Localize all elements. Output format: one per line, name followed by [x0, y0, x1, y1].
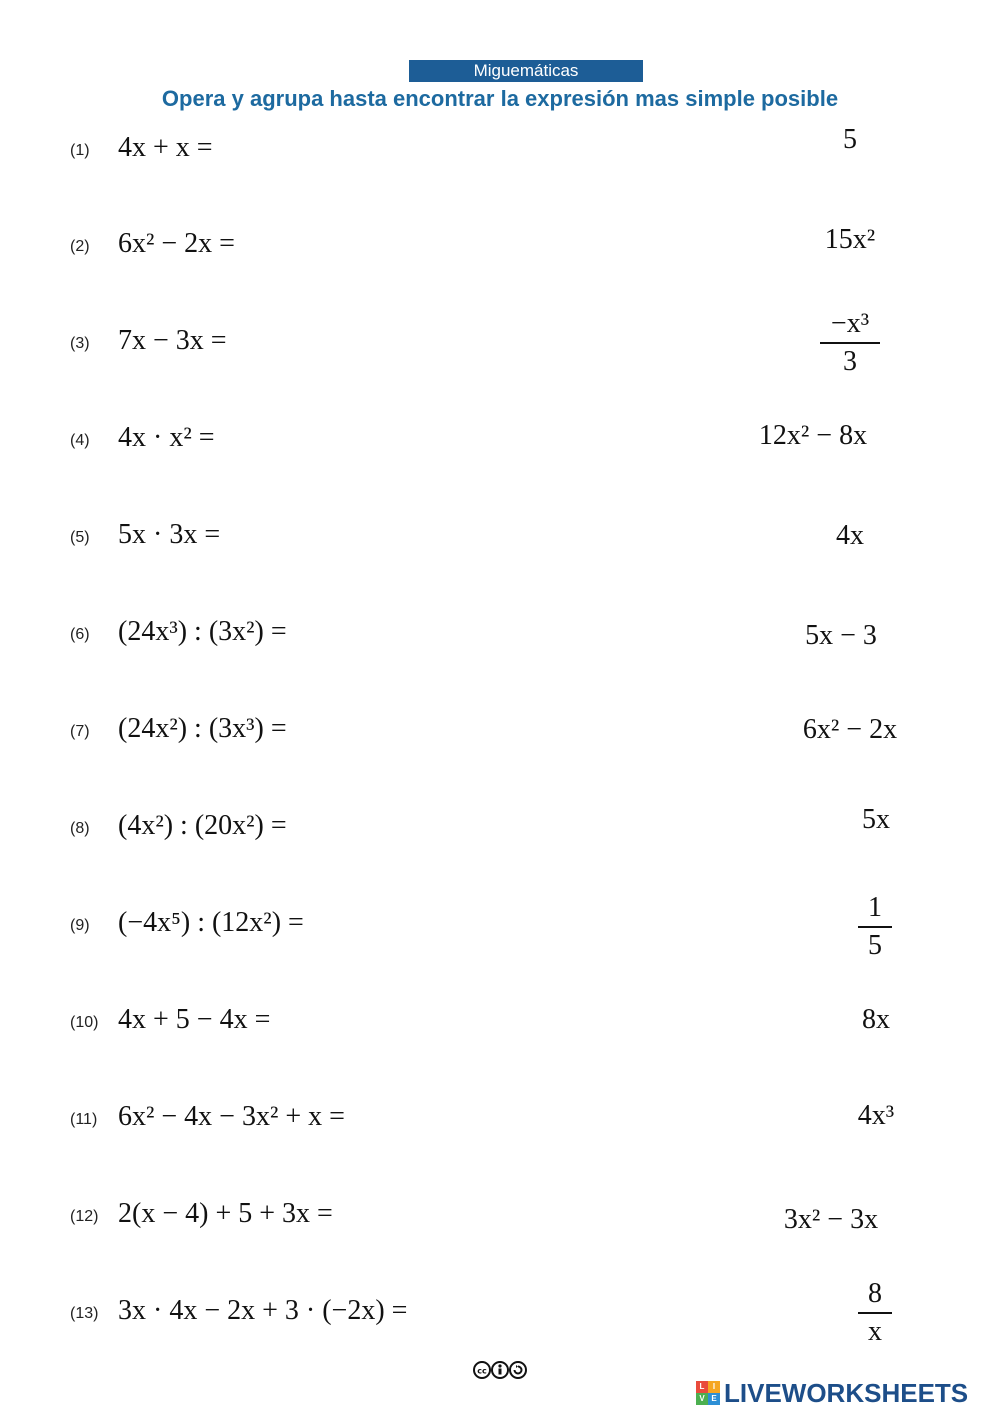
- fraction-numerator: 1: [858, 890, 892, 928]
- logo-letter: I: [708, 1381, 720, 1393]
- exercise-expression: 6x² − 2x =: [118, 228, 235, 259]
- exercise-number: (12): [70, 1208, 99, 1225]
- exercise-row: [0, 804, 1000, 864]
- fraction-denominator: x: [868, 1316, 882, 1347]
- exercise-number: (1): [70, 142, 90, 159]
- exercise-row: [0, 998, 1000, 1058]
- logo-letter: V: [696, 1393, 708, 1405]
- answer-option[interactable]: [858, 890, 892, 964]
- answer-option[interactable]: 5: [843, 124, 857, 155]
- fraction-numerator: 8: [858, 1276, 892, 1314]
- fraction-denominator: 3: [843, 346, 857, 377]
- exercise-number: (8): [70, 820, 90, 837]
- answer-option[interactable]: 3x² − 3x: [783, 1204, 879, 1235]
- answer-option[interactable]: 12x² − 8x: [758, 420, 868, 451]
- exercise-expression: 3x · 4x − 2x + 3 · (−2x) =: [118, 1295, 408, 1326]
- page-title: Opera y agrupa hasta encontrar la expresión mas simple posible: [161, 86, 839, 111]
- exercise-number: (7): [70, 723, 90, 740]
- exercise-number: (10): [70, 1014, 99, 1031]
- header-badge: Miguemáticas: [409, 60, 643, 82]
- logo-letter: L: [696, 1381, 708, 1393]
- fraction-numerator: −x³: [820, 306, 880, 344]
- exercise-expression: (−4x⁵) : (12x²) =: [118, 907, 304, 938]
- exercise-expression: (24x²) : (3x³) =: [118, 713, 287, 744]
- exercise-expression: 5x · 3x =: [118, 519, 221, 550]
- exercise-number: (6): [70, 626, 90, 643]
- exercise-expression: 4x + x =: [118, 132, 213, 163]
- exercise-expression: 7x − 3x =: [118, 325, 227, 356]
- exercise-expression: 2(x − 4) + 5 + 3x =: [118, 1198, 333, 1229]
- answer-option[interactable]: 5x: [862, 804, 890, 835]
- exercise-row: [0, 1289, 1000, 1349]
- answer-option[interactable]: 8x: [862, 1004, 890, 1035]
- exercise-number: (11): [70, 1111, 98, 1128]
- exercise-number: (9): [70, 917, 90, 934]
- answer-option[interactable]: [820, 306, 880, 380]
- exercise-expression: (4x²) : (20x²) =: [118, 810, 287, 841]
- exercise-expression: 6x² − 4x − 3x² + x =: [118, 1101, 345, 1132]
- answer-option[interactable]: 4x: [836, 520, 864, 551]
- exercise-expression: 4x · x² =: [118, 422, 215, 453]
- exercise-number: (5): [70, 529, 90, 546]
- exercise-number: (13): [70, 1305, 99, 1322]
- exercise-number: (4): [70, 432, 90, 449]
- exercise-number: (2): [70, 238, 90, 255]
- creative-commons-icon: [473, 1360, 527, 1380]
- exercise-expression: (24x³) : (3x²) =: [118, 616, 287, 647]
- brand-text: LIVEWORKSHEETS: [724, 1377, 969, 1408]
- exercise-expression: 4x + 5 − 4x =: [118, 1004, 271, 1035]
- logo-letter: E: [708, 1393, 720, 1405]
- answer-option[interactable]: 15x²: [824, 224, 876, 255]
- answer-option[interactable]: 6x² − 2x: [802, 714, 898, 745]
- answer-option[interactable]: 5x − 3: [805, 620, 877, 651]
- exercise-number: (3): [70, 335, 90, 352]
- answer-option[interactable]: 4x³: [857, 1100, 895, 1131]
- liveworksheets-icon: [696, 1381, 720, 1405]
- svg-text:cc: cc: [477, 1366, 487, 1376]
- answer-option[interactable]: [858, 1276, 892, 1350]
- fraction-denominator: 5: [868, 930, 882, 961]
- exercise-row: [0, 901, 1000, 961]
- liveworksheets-logo[interactable]: [696, 1376, 968, 1410]
